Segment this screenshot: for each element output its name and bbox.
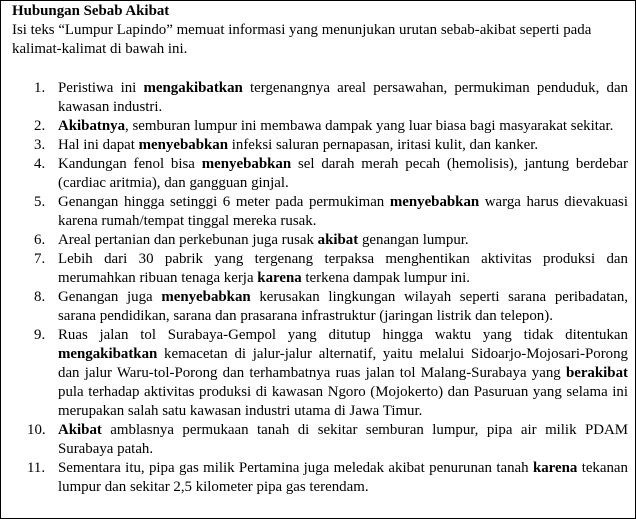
item-number: 5.	[34, 194, 46, 210]
item-number: 2.	[34, 118, 46, 134]
item-number: 1.	[34, 80, 46, 96]
item-number: 7.	[34, 251, 46, 267]
list-item	[12, 326, 628, 421]
keyword: akibat	[317, 232, 359, 248]
item-text: Hal ini dapat menyebabkan infeksi saluran pernapasan, iritasi kulit, dan kanker.	[58, 137, 539, 153]
box-title: Hubungan Sebab Akibat	[12, 3, 170, 19]
item-text: Sementara itu, pipa gas milik Pertamina juga meledak akibat penurunan tanah karena tekanan lumpur dan sekitar 2,5 kilometer pipa gas terendam.	[58, 460, 628, 495]
item-number: 11.	[27, 460, 46, 476]
item-number: 3.	[34, 137, 46, 153]
list-item	[12, 79, 628, 117]
keyword: karena	[257, 270, 302, 286]
item-text: Genangan hingga setinggi 6 meter pada permukiman menyebabkan warga harus dievakuasi karena rumah/tempat tinggal mereka rusak.	[58, 194, 628, 229]
intro-paragraph: Isi teks “Lumpur Lapindo” memuat informasi yang menunjukan urutan sebab-akibat seperti pada kalimat-kalimat di bawah ini.	[12, 22, 592, 57]
item-number: 8.	[34, 289, 46, 305]
keyword: mengakibatkan	[58, 346, 158, 362]
keyword: menyebabkan	[389, 194, 480, 210]
item-text: Akibatnya, semburan lumpur ini membawa dampak yang luar biasa bagi masyarakat sekitar.	[58, 118, 614, 134]
text-content	[12, 2, 628, 497]
list-item	[12, 288, 628, 326]
keyword: menyebabkan	[201, 156, 292, 172]
list-item	[12, 117, 628, 136]
list-item	[12, 155, 628, 193]
item-text: Lebih dari 30 pabrik yang tergenang terpaksa menghentikan aktivitas produksi dan merumahkan ribuan tenaga kerja karena terkena dampak lumpur ini.	[58, 251, 628, 286]
item-text: Areal pertanian dan perkebunan juga rusak akibat genangan lumpur.	[58, 232, 469, 248]
keyword: menyebabkan	[138, 137, 229, 153]
keyword: menyebabkan	[161, 289, 251, 305]
cause-effect-list	[12, 79, 628, 497]
list-item	[12, 136, 628, 155]
list-item	[12, 459, 628, 497]
item-number: 6.	[34, 232, 46, 248]
item-number: 9.	[34, 327, 46, 343]
keyword: mengakibatkan	[143, 80, 243, 96]
keyword: karena	[532, 460, 578, 476]
keyword: Akibat	[58, 422, 102, 438]
keyword: Akibatnya	[58, 118, 126, 134]
keyword: berakibat	[565, 365, 628, 381]
list-item	[12, 250, 628, 288]
item-text: Genangan juga menyebabkan kerusakan lingkungan wilayah seperti sarana peribadatan, sarana pendidikan, sarana dan prasarana infrastruktur (jaringan listrik dan telepon).	[58, 289, 628, 324]
item-text: Akibat amblasnya permukaan tanah di sekitar semburan lumpur, pipa air milik PDAM Surabaya patah.	[58, 422, 628, 457]
item-text: Ruas jalan tol Surabaya-Gempol yang ditutup hingga waktu yang tidak ditentukan mengakibatkan kemacetan di jalur-jalur alternatif, yaitu melalui Sidoarjo-Mojosari-Porong dan jalur Waru-tol-Porong dan terhambatnya ruas jalan tol Malang-Surabaya yang berakibat pula terhadap aktivitas produksi di kawasan Ngoro (Mojokerto) dan Pasuruan yang selama ini merupakan salah satu kawasan industri utama di Jawa Timur.	[58, 327, 628, 419]
item-text: Peristiwa ini mengakibatkan tergenangnya areal persawahan, permukiman penduduk, dan kawasan industri.	[58, 80, 628, 115]
list-item	[12, 193, 628, 231]
item-number: 10.	[27, 422, 46, 438]
list-item	[12, 231, 628, 250]
list-item	[12, 421, 628, 459]
item-text: Kandungan fenol bisa menyebabkan sel darah merah pecah (hemolisis), jantung berdebar (cardiac aritmia), dan gangguan ginjal.	[58, 156, 628, 191]
item-number: 4.	[34, 156, 46, 172]
